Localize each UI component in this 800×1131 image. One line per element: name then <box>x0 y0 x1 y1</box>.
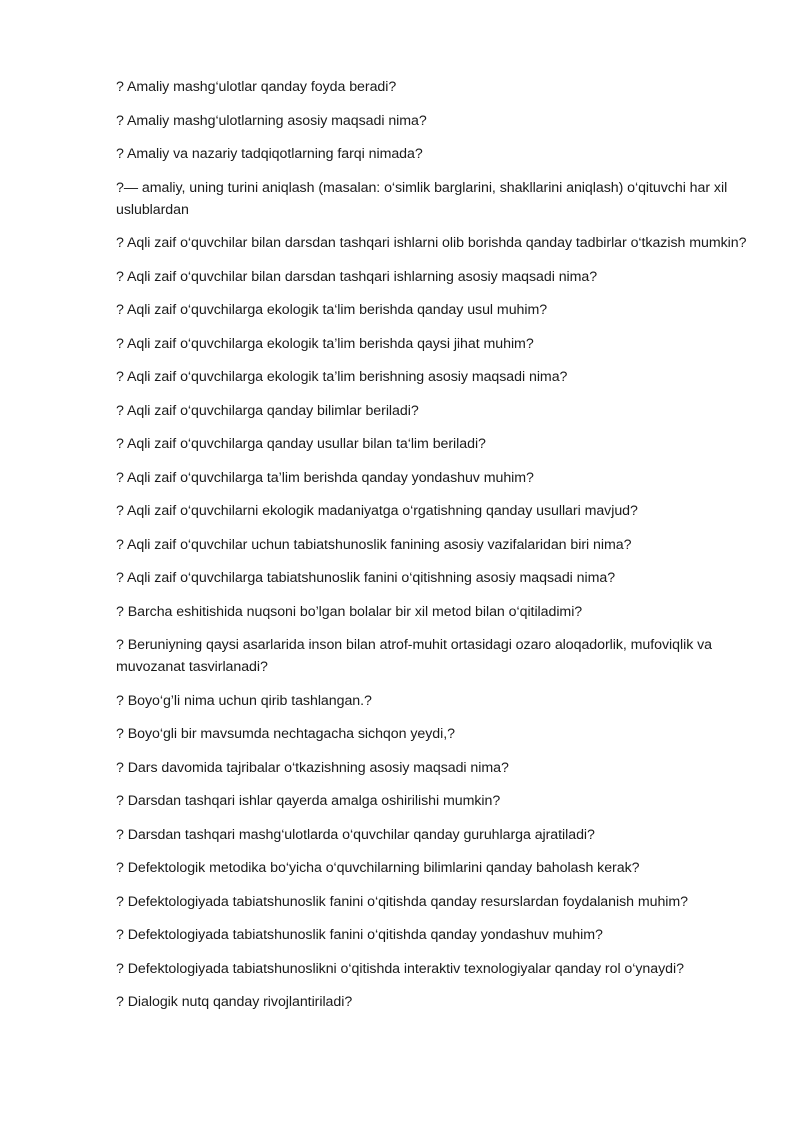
question-item: ?— amaliy, uning turini aniqlash (masalan: o‘simlik barglarini, shakllarini aniqlash) o‘qituvchi har xil uslublardan <box>116 179 728 218</box>
question-item: ? Defektologiyada tabiatshunoslik fanini o‘qitishda qanday resurslardan foydalanish muhim? <box>116 893 689 910</box>
question-item: ? Aqli zaif o‘quvchilarga ekologik ta’lim berishning asosiy maqsadi nima? <box>116 369 568 385</box>
question-item: ? Aqli zaif o‘quvchilarga ekologik ta’lim berishda qaysi jihat muhim? <box>116 335 534 352</box>
question-item: ? Dialogik nutq qanday rivojlantiriladi? <box>116 994 353 1010</box>
question-item: ? Aqli zaif o‘quvchilarni ekologik madaniyatga o‘rgatishning qanday usullari mavjud? <box>116 503 638 519</box>
question-item: ? Amaliy va nazariy tadqiqotlarning farqi nimada? <box>116 146 423 162</box>
question-item: ? Boyo‘gli bir mavsumda nechtagacha sichqon yeydi,? <box>116 726 455 742</box>
question-item: ? Aqli zaif o‘quvchilarga qanday usullar bilan ta‘lim beriladi? <box>116 436 486 452</box>
question-item: ? Aqli zaif o‘quvchilarga ta’lim berishda qanday yondashuv muhim? <box>116 469 534 486</box>
question-item: ? Aqli zaif o‘quvchilar uchun tabiatshunoslik fanining asosiy vazifalaridan biri nima? <box>116 536 632 553</box>
question-item: ? Aqli zaif o‘quvchilar bilan darsdan tashqari ishlarning asosiy maqsadi nima? <box>116 268 598 285</box>
question-item: ? Amaliy mashg‘ulotlarning asosiy maqsadi nima? <box>116 112 427 129</box>
question-item: ? Defektologik metodika bo‘yicha o‘quvchilarning bilimlarini qanday baholash kerak? <box>116 860 640 876</box>
question-item: ? Darsdan tashqari ishlar qayerda amalga oshirilishi mumkin? <box>116 793 501 809</box>
question-item: ? Aqli zaif o‘quvchilar bilan darsdan tashqari ishlarni olib borishda qanday tadbirlar o‘tkazish mumkin? <box>116 235 747 251</box>
question-list <box>116 76 748 1025</box>
question-item: ? Beruniyning qaysi asarlarida inson bilan atrof-muhit ortasidagi ozaro aloqadorlik, mufoviqlik va muvozanat tasvirlanadi? <box>116 637 713 675</box>
question-item: ? Barcha eshitishida nuqsoni bo’lgan bolalar bir xil metod bilan o‘qitiladimi? <box>116 603 583 620</box>
question-item: ? Darsdan tashqari mashg‘ulotlarda o‘quvchilar qanday guruhlarga ajratiladi? <box>116 826 595 843</box>
question-item: ? Dars davomida tajribalar o‘tkazishning asosiy maqsadi nima? <box>116 759 509 776</box>
question-item: ? Defektologiyada tabiatshunoslikni o‘qitishda interaktiv texnologiyalar qanday rol o‘ynaydi? <box>116 960 684 977</box>
question-item: ? Aqli zaif o‘quvchilarga qanday bilimlar beriladi? <box>116 402 419 419</box>
question-item: ? Aqli zaif o‘quvchilarga ekologik ta‘lim berishda qanday usul muhim? <box>116 302 548 318</box>
question-item: ? Aqli zaif o‘quvchilarga tabiatshunoslik fanini o‘qitishning asosiy maqsadi nima? <box>116 570 616 586</box>
question-item: ? Defektologiyada tabiatshunoslik fanini o‘qitishda qanday yondashuv muhim? <box>116 927 603 943</box>
question-item: ? Boyo‘g’li nima uchun qirib tashlangan.? <box>116 692 372 709</box>
question-item: ? Amaliy mashg‘ulotlar qanday foyda beradi? <box>116 79 397 95</box>
